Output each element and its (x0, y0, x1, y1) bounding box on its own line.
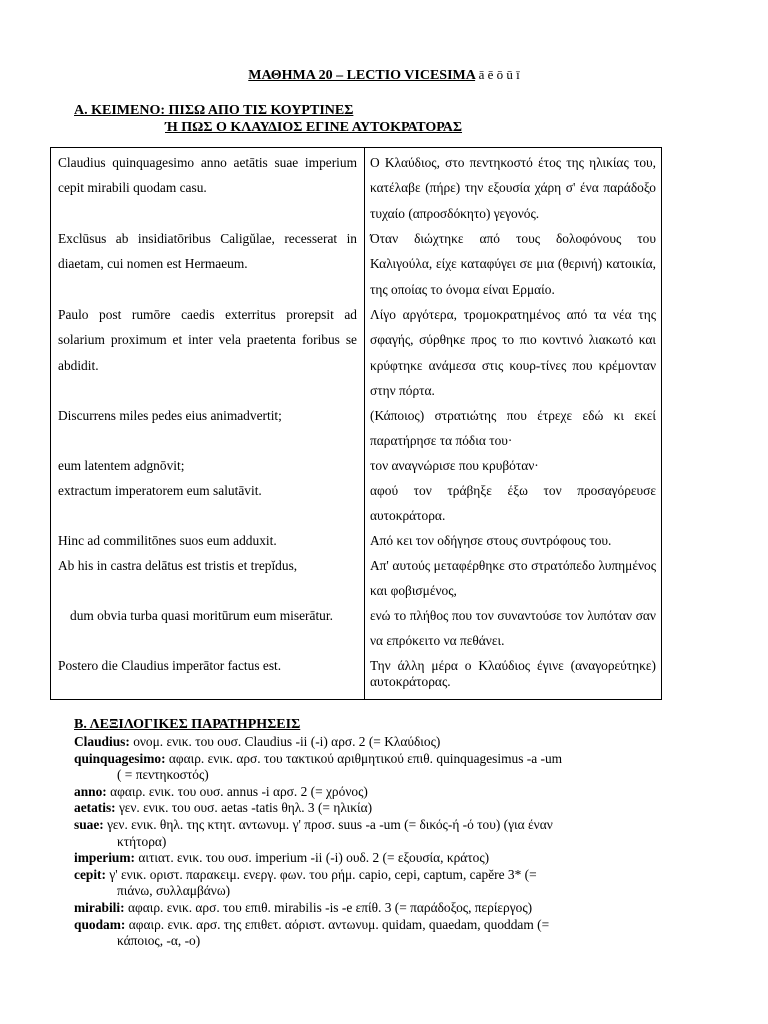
vocab-definition: γεν. ενικ. του ουσ. aetas -tatis θηλ. 3 (= ηλικία) (119, 800, 373, 816)
latin-cell: eum latentem adgnōvit; (58, 458, 185, 473)
vocab-continuation: ( = πεντηκοστός) (117, 767, 209, 783)
greek-cell: (Κάποιος) στρατιώτης που έτρεχε εδώ κι εκεί παρατήρησε τα πόδια του· (370, 408, 656, 449)
vocab-definition: ονομ. ενικ. του ουσ. Claudius -ii (-i) αρσ. 2 (= Κλαύδιος) (133, 734, 441, 749)
latin-cell: Discurrens miles pedes eius animadvertit; (58, 408, 282, 423)
page-title (0, 67, 768, 84)
greek-cell: ενώ το πλήθος που τον συναντούσε τον λυπόταν σαν να επρόκειτο να πεθάνει. (370, 608, 656, 649)
lesson-title: ΜΑΘΗΜΑ 20 – LECTIO VICESIMA (248, 68, 476, 83)
vocab-definition: αιτιατ. ενικ. του ουσ. imperium -ii (-i) ουδ. 2 (= εξουσία, κράτος) (138, 850, 490, 866)
greek-cell: αφού τον τράβηξε έξω τον προσαγόρευσε αυτοκράτορα. (370, 483, 656, 524)
latin-cell: Hinc ad commilitōnes suos eum adduxit. (58, 533, 277, 548)
section-b-heading: Β. ΛΕΞΙΛΟΓΙΚΕΣ ΠΑΡΑΤΗΡΗΣΕΙΣ (74, 717, 301, 732)
list-item (74, 850, 654, 867)
section-a-heading: Α. ΚΕΙΜΕΝΟ: ΠΙΣΩ ΑΠΟ ΤΙΣ ΚΟΥΡΤΙΝΕΣ (74, 103, 354, 118)
vocabulary-list (74, 734, 654, 950)
list-item (74, 867, 654, 900)
vocab-term: Claudius: (74, 734, 130, 749)
latin-cell: Exclūsus ab insidiatōribus Caligŭlae, recesserat in diaetam, cui nomen est Hermaeum. (58, 231, 357, 272)
vocab-definition: γ' ενικ. οριστ. παρακειμ. ενεργ. φων. του ρήμ. capio, cepi, captum, capĕre 3* (= (109, 866, 537, 882)
greek-cell: Λίγο αργότερα, τρομοκρατημένος από τα νέα της σφαγής, σύρθηκε προς το πιο κοντινό λιακωτό και κρύφτηκε ανάμεσα στις κουρ-τίνες που κρέμονταν στην πόρτα. (370, 307, 656, 399)
latin-cell: extractum imperatorem eum salutāvit. (58, 483, 262, 498)
latin-cell: Claudius quinquagesimo anno aetātis suae imperium cepit mirabili quodam casu. (58, 155, 357, 196)
list-item (74, 900, 654, 917)
vocab-continuation: κάποιος, -α, -ο) (117, 933, 201, 949)
greek-cell: Την άλλη μέρα ο Κλαύδιος έγινε (αναγορεύτηκε) αυτοκράτορας. (370, 658, 656, 689)
latin-cell: Ab his in castra delātus est tristis et trepĭdus, (58, 558, 298, 573)
latin-cell: dum obvia turba quasi moritūrum eum miserātur. (70, 608, 333, 623)
vocab-term: quinquagesimo: (74, 750, 166, 766)
vocab-definition: αφαιρ. ενικ. αρσ. του επιθ. mirabilis -is -e επίθ. 3 (= παράδοξος, περίεργος) (127, 899, 533, 915)
vocab-definition: αφαιρ. ενικ. αρσ. της επιθετ. αόριστ. αντωνυμ. quidam, quaedam, quoddam (= (128, 916, 550, 932)
greek-cell: τον αναγνώρισε που κρυβόταν· (370, 458, 539, 473)
vocab-definition: γεν. ενικ. θηλ. της κτητ. αντωνυμ. γ' προσ. suus -a -um (= δικός-ή -ό του) (για έναν (107, 816, 553, 832)
macron-vowels: ā ē ō ū ī (478, 67, 520, 82)
latin-cell: Paulo post rumōre caedis exterritus prorepsit ad solarium proximum et inter vela praetenta foribus se abdidit. (58, 307, 357, 373)
greek-cell: Όταν διώχτηκε από τους δολοφόνους του Καλιγούλα, είχε καταφύγει σε μια (θερινή) κατοικία, της οποίας το όνομα είναι Ερμαίο. (370, 231, 656, 297)
latin-cell: Postero die Claudius imperātor factus est. (58, 658, 282, 673)
list-item (74, 800, 654, 817)
vocab-definition: αφαιρ. ενικ. του ουσ. annus -i αρσ. 2 (= χρόνος) (110, 783, 368, 799)
vocab-term: mirabili: (74, 899, 125, 915)
list-item (74, 734, 654, 751)
vocab-term: imperium: (74, 850, 135, 866)
column-divider (364, 148, 365, 699)
greek-cell: Απ' αυτούς μεταφέρθηκε στο στρατόπεδο λυπημένος και φοβισμένος, (370, 558, 656, 599)
vocab-continuation: κτήτορα) (117, 833, 167, 849)
text-translation-table (50, 147, 662, 700)
greek-cell: Από κει τον οδήγησε στους συντρόφους του. (370, 533, 612, 548)
vocab-term: aetatis: (74, 800, 116, 816)
vocab-term: quodam: (74, 916, 126, 932)
list-item (74, 817, 654, 850)
list-item (74, 784, 654, 801)
greek-cell: Ο Κλαύδιος, στο πεντηκοστό έτος της ηλικίας του, κατέλαβε (πήρε) την εξουσία χάρη σ' ένα παράδοξο τυχαίο (απροσδόκητο) γεγονός. (370, 155, 656, 221)
list-item (74, 917, 654, 950)
vocab-term: anno: (74, 783, 107, 799)
vocab-continuation: πιάνω, συλλαμβάνω) (117, 883, 231, 899)
vocab-term: suae: (74, 816, 104, 832)
list-item (74, 751, 654, 784)
section-a-subheading: Ή ΠΩΣ Ο ΚΛΑΥΔΙΟΣ ΕΓΙΝΕ ΑΥΤΟΚΡΑΤΟΡΑΣ (165, 120, 463, 135)
vocab-definition: αφαιρ. ενικ. αρσ. του τακτικού αριθμητικού επιθ. quinquagesimus -a -um (168, 750, 563, 766)
vocab-term: cepit: (74, 866, 106, 882)
